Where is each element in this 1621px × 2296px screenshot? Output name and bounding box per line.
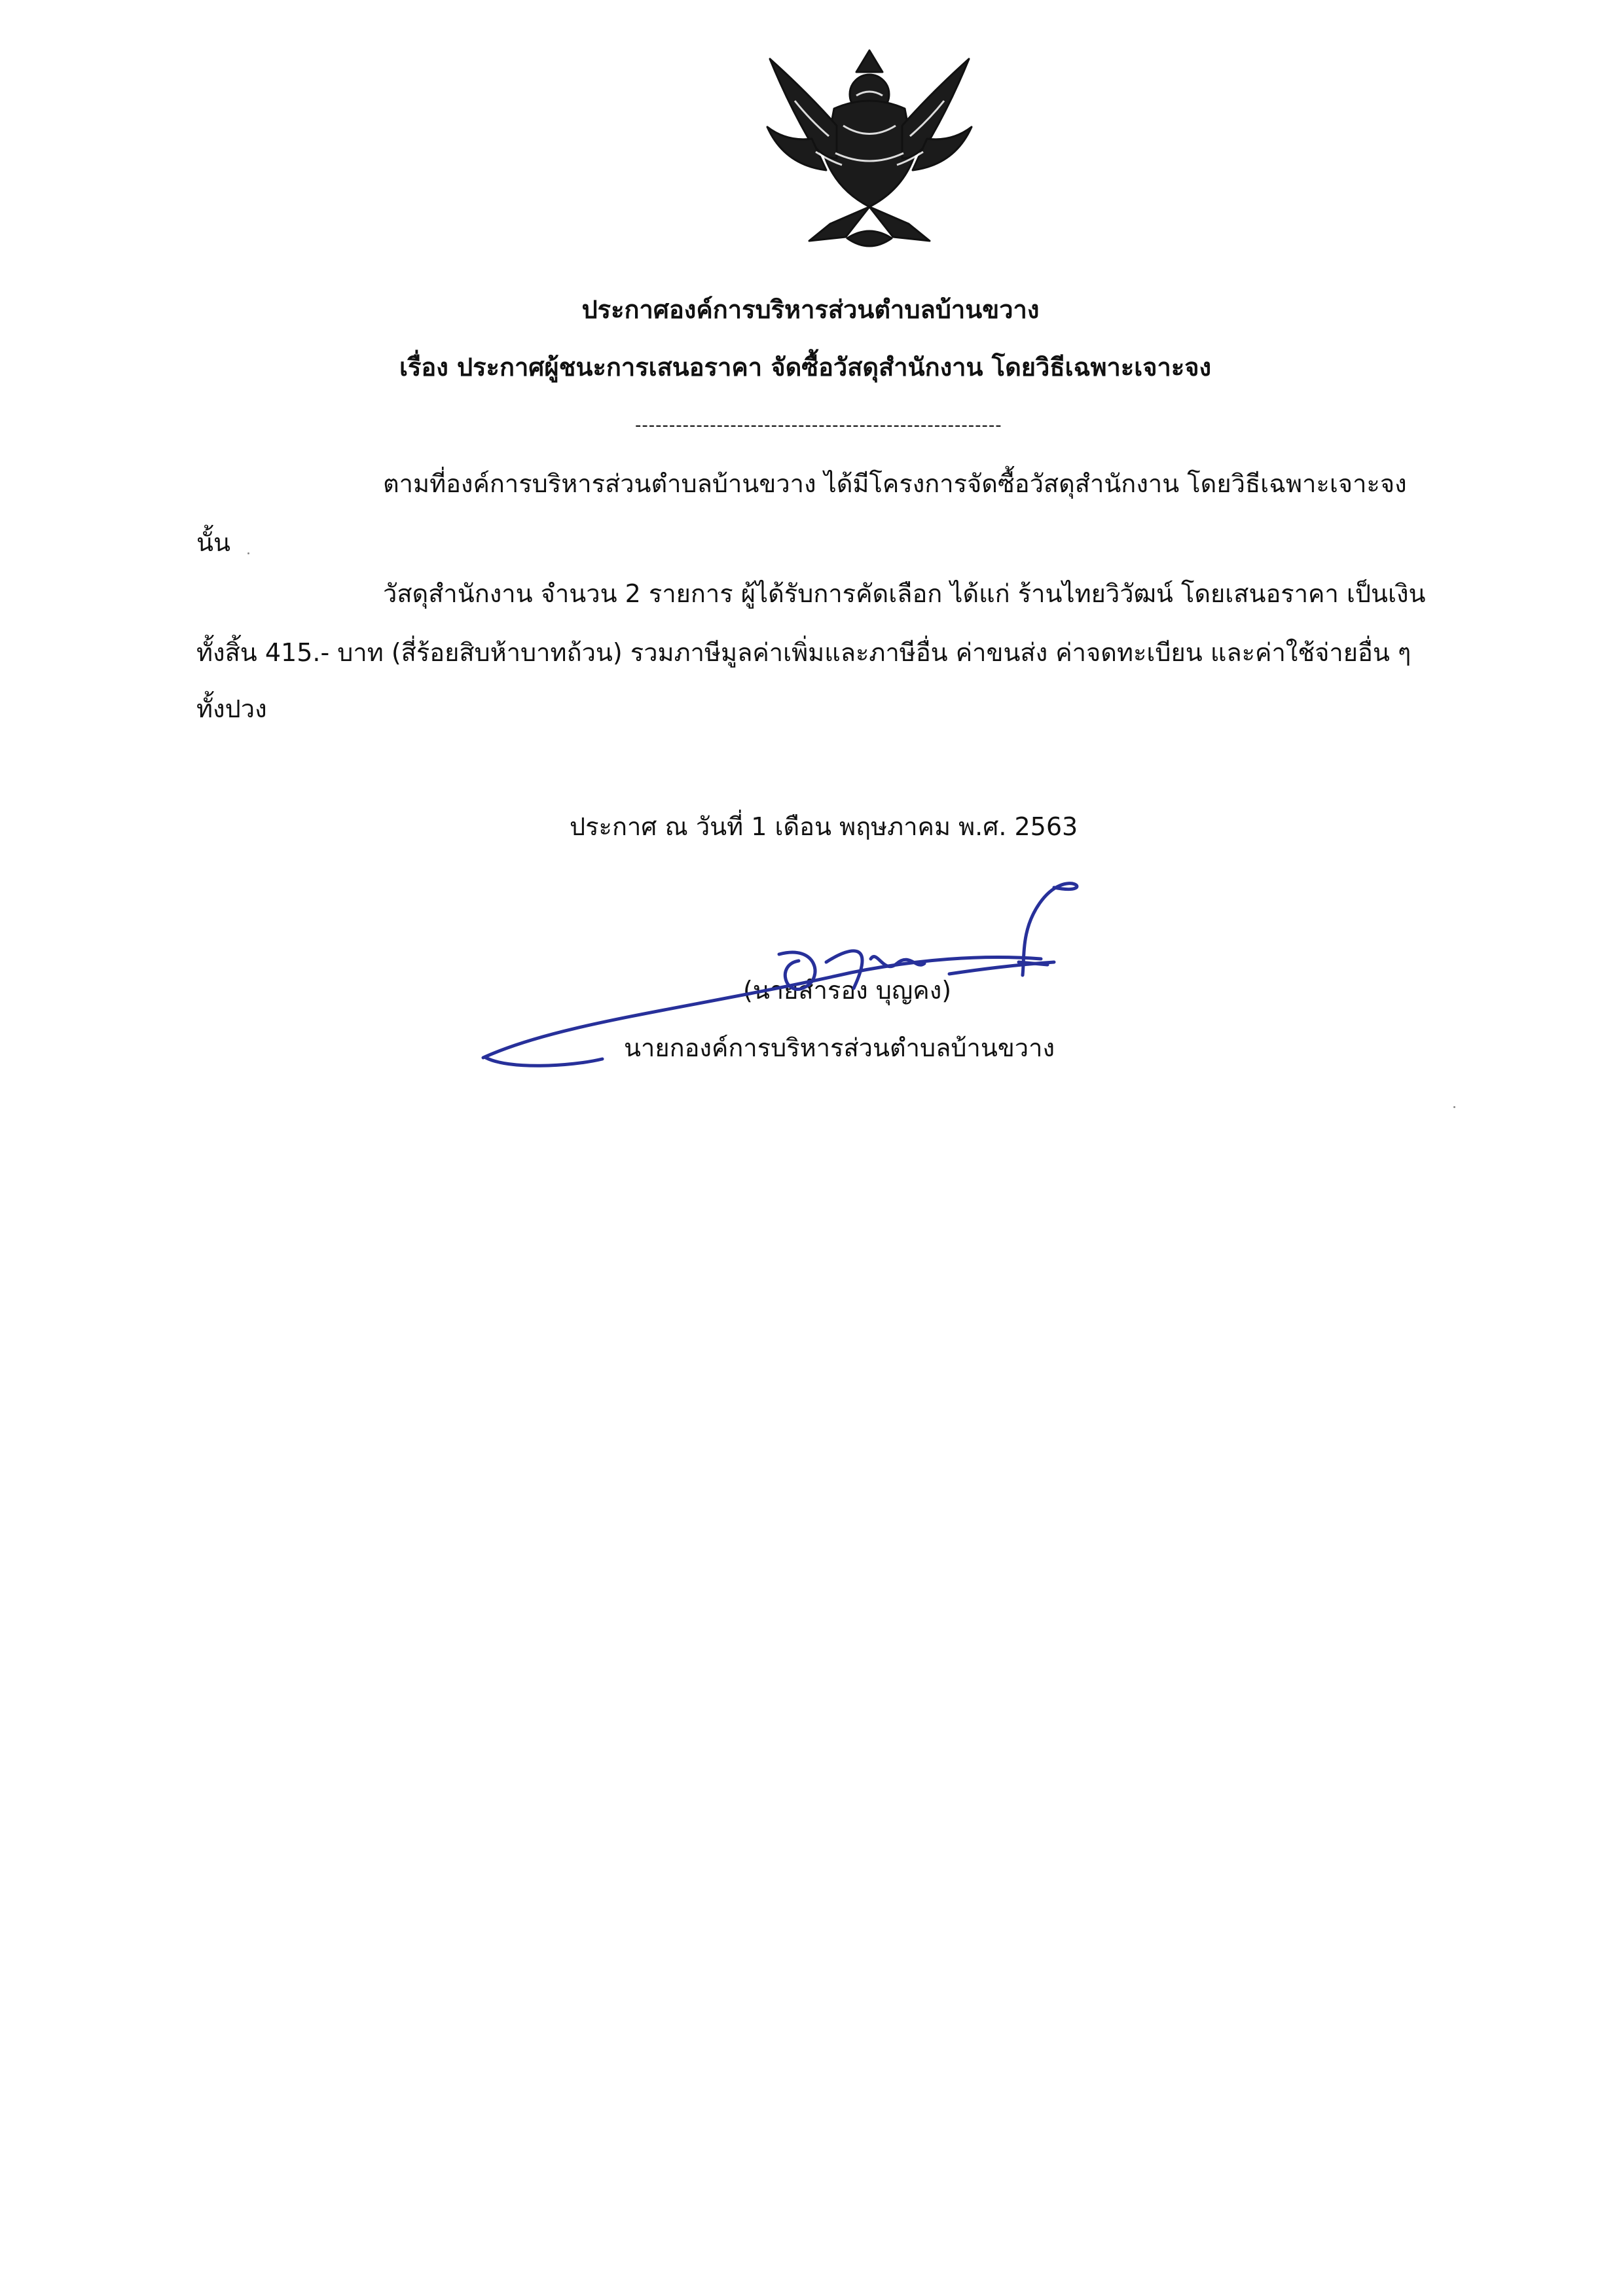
subject-line: เรื่อง ประกาศผู้ชนะการเสนอราคา จัดซื้อวัสดุสำนักงาน โดยวิธีเฉพาะเจาะจง xyxy=(399,353,1212,382)
signatory-position: นายกองค์การบริหารส่วนตำบลบ้านขวาง xyxy=(624,1033,1055,1062)
signatory-name: (นายสำรอง บุญคง) xyxy=(743,976,952,1005)
paragraph-1-line-1: ตามที่องค์การบริหารส่วนตำบลบ้านขวาง ได้มีโครงการจัดซื้อวัสดุสำนักงาน โดยวิธีเฉพาะเจาะจง xyxy=(383,469,1407,498)
paragraph-1-line-2: นั้น xyxy=(196,528,230,557)
paragraph-2-line-2: ทั้งสิ้น 415.- บาท (สี่ร้อยสิบห้าบาทถ้วน) รวมภาษีมูลค่าเพิ่มและภาษีอื่น ค่าขนส่ง ค่าจดทะเบียน และค่าใช้จ่ายอื่น ๆ xyxy=(196,638,1412,667)
paragraph-2-line-1: วัสดุสำนักงาน จำนวน 2 รายการ ผู้ได้รับการคัดเลือก ได้แก่ ร้านไทยวิวัฒน์ โดยเสนอราคา เป็นเงิน xyxy=(383,579,1426,608)
organization-title: ประกาศองค์การบริหารส่วนตำบลบ้านขวาง xyxy=(581,295,1040,324)
scan-speck xyxy=(1453,1106,1455,1108)
separator-line: ------------------------------------------------------ xyxy=(635,416,1002,435)
announcement-date-line: ประกาศ ณ วันที่ 1 เดือน พฤษภาคม พ.ศ. 2563 xyxy=(570,812,1078,841)
garuda-emblem-icon xyxy=(758,47,981,255)
paragraph-2-line-3: ทั้งปวง xyxy=(196,694,267,723)
scan-speck xyxy=(247,552,249,554)
